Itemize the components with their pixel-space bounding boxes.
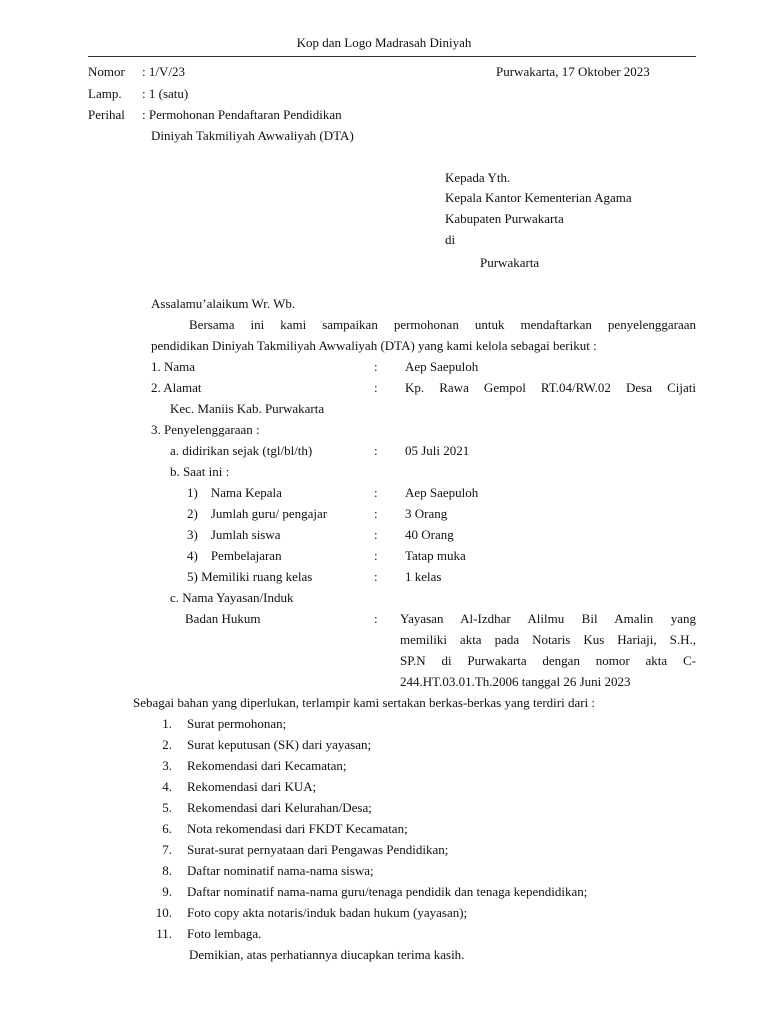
attachment-item: Foto lembaga. [187, 926, 262, 941]
colon: : [374, 506, 378, 521]
yayasan-value-line2: memiliki akta pada Notaris Kus Hariaji, S.H., [400, 632, 696, 647]
attachment-item: Daftar nominatif nama-nama siswa; [187, 863, 374, 878]
salutation: Assalamu’alaikum Wr. Wb. [151, 296, 296, 311]
nama-value: Aep Saepuloh [405, 359, 479, 374]
attachment-number: 7. [162, 842, 172, 857]
intro-line2: pendidikan Diniyah Takmiliyah Awwaliyah (DTA) yang kami kelola sebagai berikut : [151, 338, 597, 353]
attachment-number: 6. [162, 821, 172, 836]
guru-label: 2) Jumlah guru/ pengajar [187, 506, 328, 521]
alamat-value-line1: Kp. Rawa Gempol RT.04/RW.02 Desa Cijati [405, 380, 696, 395]
yayasan-value-line3: SP.N di Purwakarta dengan nomor akta C- [400, 653, 696, 668]
colon: : [374, 527, 378, 542]
attachment-number: 8. [162, 863, 172, 878]
siswa-value: 40 Orang [405, 527, 454, 542]
badan-hukum-label: Badan Hukum [185, 611, 261, 626]
attachment-item: Rekomendasi dari Kecamatan; [187, 758, 347, 773]
attachment-item: Surat-surat pernyataan dari Pengawas Pendidikan; [187, 842, 449, 857]
recipient-line3: Kabupaten Purwakarta [445, 211, 564, 226]
colon: : [374, 443, 378, 458]
recipient-line2: Kepala Kantor Kementerian Agama [445, 190, 632, 205]
nomor-value: : 1/V/23 [142, 64, 185, 79]
attachment-number: 2. [162, 737, 172, 752]
perihal-label: Perihal [88, 107, 125, 122]
perihal-value-line2: Diniyah Takmiliyah Awwaliyah (DTA) [151, 128, 354, 143]
attachment-number: 5. [162, 800, 172, 815]
ruang-value: 1 kelas [405, 569, 442, 584]
didirikan-value: 05 Juli 2021 [405, 443, 470, 458]
place-date: Purwakarta, 17 Oktober 2023 [496, 64, 650, 79]
perihal-value-line1: : Permohonan Pendaftaran Pendidikan [142, 107, 342, 122]
pembelajaran-label: 4) Pembelajaran [187, 548, 282, 563]
attachment-number: 1. [162, 716, 172, 731]
attachments-intro: Sebagai bahan yang diperlukan, terlampir kami sertakan berkas-berkas yang terdiri dari : [133, 695, 596, 710]
colon: : [374, 485, 378, 500]
pembelajaran-value: Tatap muka [405, 548, 466, 563]
attachment-item: Daftar nominatif nama-nama guru/tenaga pendidik dan tenaga kependidikan; [187, 884, 588, 899]
attachment-item: Surat keputusan (SK) dari yayasan; [187, 737, 372, 752]
alamat-value-line2: Kec. Maniis Kab. Purwakarta [170, 401, 325, 416]
header-divider [88, 56, 696, 57]
guru-value: 3 Orang [405, 506, 448, 521]
attachment-number: 9. [162, 884, 172, 899]
yayasan-value-line1: Yayasan Al-Izdhar Alilmu Bil Amalin yang [400, 611, 696, 626]
siswa-label: 3) Jumlah siswa [187, 527, 281, 542]
yayasan-value-line4: 244.HT.03.01.Th.2006 tanggal 26 Juni 2023 [400, 674, 631, 689]
yayasan-label: c. Nama Yayasan/Induk [170, 590, 294, 605]
colon: : [374, 569, 378, 584]
attachment-number: 11. [156, 926, 172, 941]
alamat-label: 2. Alamat [151, 380, 202, 395]
nama-label: 1. Nama [151, 359, 196, 374]
penyelenggaraan-label: 3. Penyelenggaraan : [151, 422, 260, 437]
ruang-label: 5) Memiliki ruang kelas [187, 569, 313, 584]
intro-line1: Bersama ini kami sampaikan permohonan untuk mendaftarkan penyelenggaraan [189, 317, 696, 332]
lamp-value: : 1 (satu) [142, 86, 189, 101]
nomor-label: Nomor [88, 64, 125, 79]
colon: : [374, 548, 378, 563]
closing-sentence: Demikian, atas perhatiannya diucapkan terima kasih. [189, 947, 465, 962]
colon: : [374, 380, 378, 395]
attachment-item: Foto copy akta notaris/induk badan hukum (yayasan); [187, 905, 468, 920]
kepala-label: 1) Nama Kepala [187, 485, 282, 500]
attachment-item: Nota rekomendasi dari FKDT Kecamatan; [187, 821, 408, 836]
recipient-line5: Purwakarta [480, 255, 540, 270]
recipient-line1: Kepada Yth. [445, 170, 511, 185]
attachment-number: 10. [155, 905, 172, 920]
recipient-line4: di [445, 232, 456, 247]
attachment-item: Rekomendasi dari Kelurahan/Desa; [187, 800, 372, 815]
attachment-number: 3. [162, 758, 172, 773]
attachment-number: 4. [162, 779, 172, 794]
attachment-item: Rekomendasi dari KUA; [187, 779, 317, 794]
colon: : [374, 611, 378, 626]
didirikan-label: a. didirikan sejak (tgl/bl/th) [170, 443, 313, 458]
colon: : [374, 359, 378, 374]
lamp-label: Lamp. [88, 86, 122, 101]
letterhead-title: Kop dan Logo Madrasah Diniyah [296, 35, 472, 50]
attachment-item: Surat permohonan; [187, 716, 287, 731]
kepala-value: Aep Saepuloh [405, 485, 479, 500]
saat-ini-label: b. Saat ini : [170, 464, 230, 479]
